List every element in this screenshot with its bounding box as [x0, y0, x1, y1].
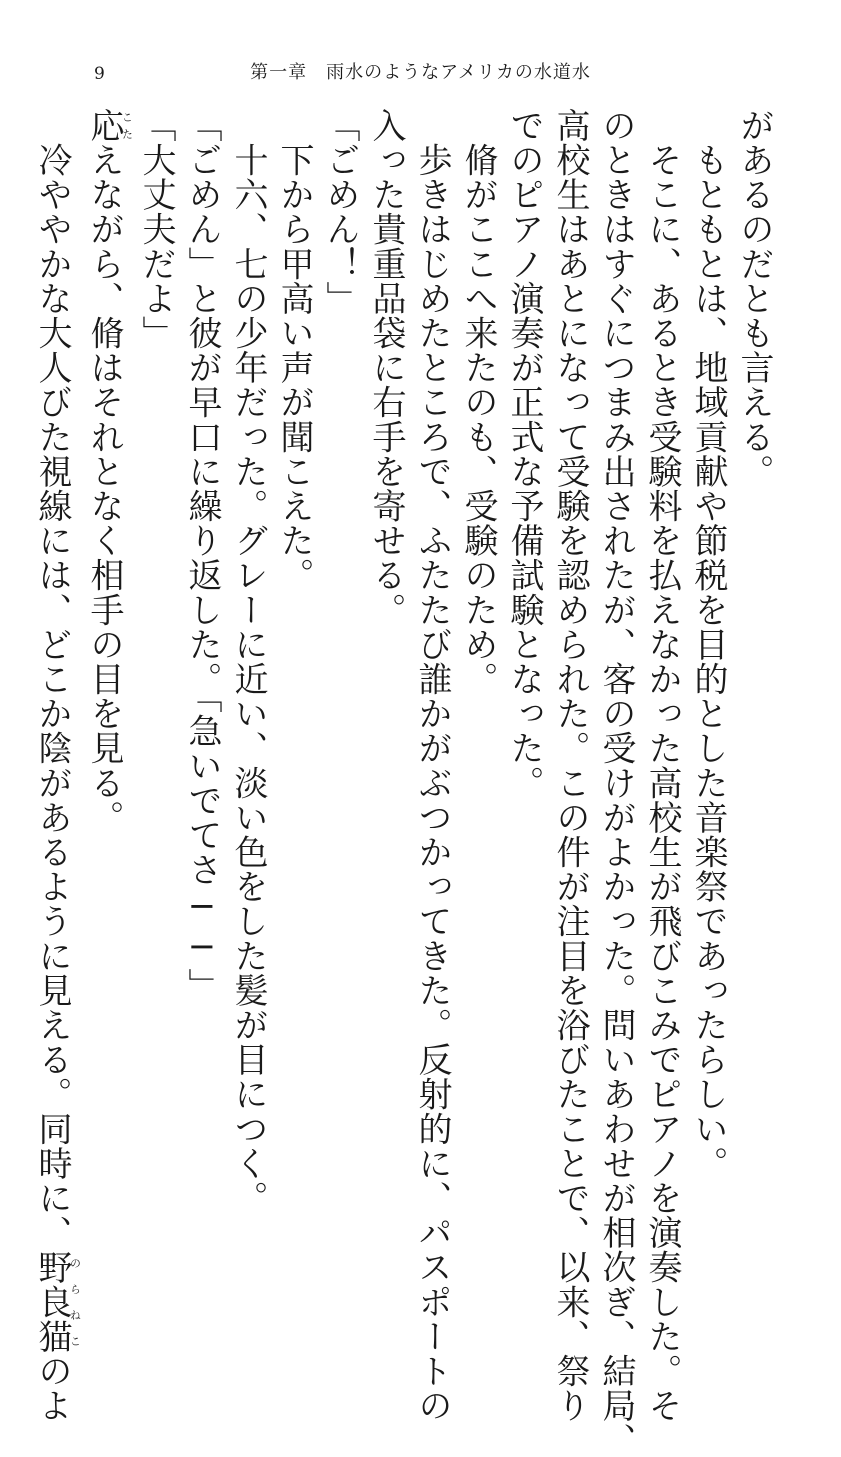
text-line: があるのだとも言える。 [734, 108, 774, 489]
text-line: のときはすぐにつまみ出されたが、客の受けがよかった。問いあわせが相次ぎ、結局、 [596, 108, 636, 1457]
text-line [29, 108, 82, 1423]
text-line: 歩きはじめたところで、ふたたび誰かがぶつかってきた。反射的に、パスポートの [412, 108, 452, 1423]
text-line: 高校生はあとになって受験を認められた。この件が注目を浴びたことで、以来、祭り [550, 108, 590, 1423]
ruby-base: 応 [84, 108, 124, 143]
text-line: 「ごめん！」 [320, 108, 360, 316]
text-line [81, 108, 133, 1168]
ruby-reading: のらねこ [68, 1249, 82, 1354]
ruby-reading: こた [120, 108, 134, 143]
line-tail: のよ [32, 1353, 72, 1423]
text-line: そこに、あるとき受験料を払えなかった高校生が飛びこみでピアノを演奏した。そ [642, 108, 682, 1423]
text-line: でのピアノ演奏が正式な予備試験となった。 [504, 108, 544, 800]
running-header: 第一章 雨水のようなアメリカの水道水 [250, 62, 591, 83]
text-line: 下から甲高い声が聞こえた。 [274, 108, 314, 593]
ruby-word [84, 108, 134, 143]
body-text [29, 108, 777, 1457]
text-line: もともとは、地域貢献や節税を目的とした音楽祭であったらしい。 [688, 108, 728, 1181]
page-number: 9 [94, 64, 105, 84]
ruby-word [32, 1249, 82, 1354]
text-line: 「大丈夫だよ」 [136, 108, 176, 351]
text-line: 入った貴重品袋に右手を寄せる。 [366, 108, 406, 627]
text-line: 「ごめん」と彼が早口に繰り返した。「急いでてさ──」 [182, 108, 222, 1003]
line-text: 冷ややかな大人びた視線には、どこか陰があるように見える。同時に、 [32, 108, 72, 1250]
text-line: 十六、七の少年だった。グレーに近い、淡い色をした髪が目につく。 [228, 108, 268, 1216]
line-text: えながら、脩はそれとなく相手の目を見る。 [84, 142, 124, 835]
text-line: 脩がここへ来たのも、受験のため。 [458, 108, 498, 697]
ruby-base: 野良猫 [32, 1249, 72, 1354]
